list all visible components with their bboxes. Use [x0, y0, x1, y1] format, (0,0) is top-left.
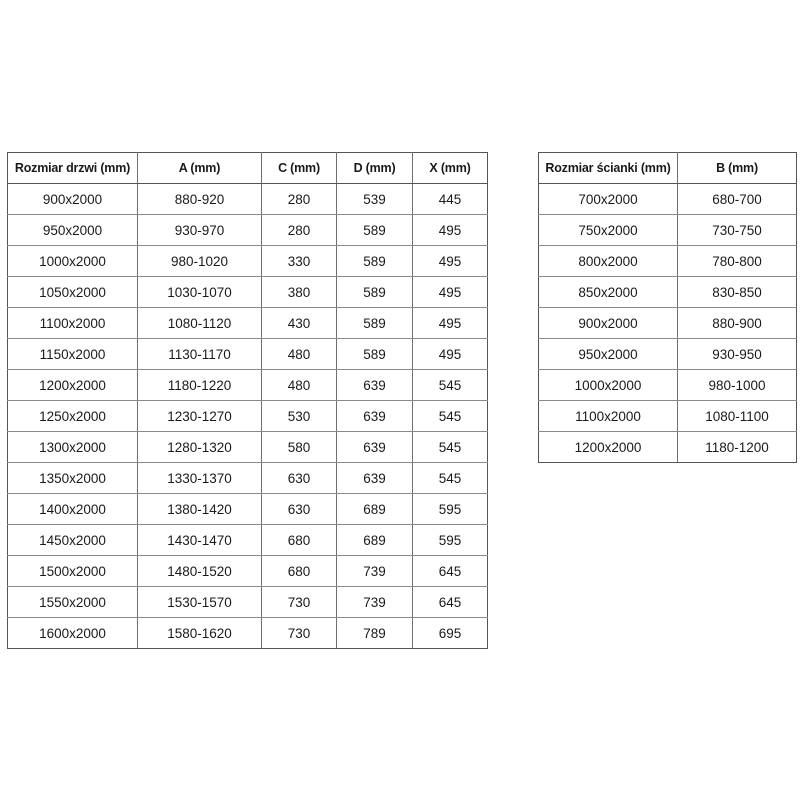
table-cell: 700x2000	[539, 184, 678, 215]
table-cell: 280	[262, 184, 337, 215]
table-cell: 1200x2000	[8, 370, 138, 401]
table-cell: 645	[413, 556, 488, 587]
table-cell: 630	[262, 494, 337, 525]
wall-table-header-row	[539, 153, 797, 184]
table-cell: 1100x2000	[8, 308, 138, 339]
table-cell: 495	[413, 339, 488, 370]
door-size-table	[7, 152, 488, 649]
table-cell: 480	[262, 370, 337, 401]
table-cell: 730-750	[678, 215, 797, 246]
table-cell: 1580-1620	[138, 618, 262, 649]
table-row	[8, 432, 488, 463]
table-row	[539, 277, 797, 308]
table-row	[539, 246, 797, 277]
table-cell: 1030-1070	[138, 277, 262, 308]
column-header: X (mm)	[413, 153, 488, 184]
table-row	[8, 525, 488, 556]
column-header: C (mm)	[262, 153, 337, 184]
table-cell: 1450x2000	[8, 525, 138, 556]
table-cell: 545	[413, 463, 488, 494]
table-cell: 380	[262, 277, 337, 308]
table-cell: 580	[262, 432, 337, 463]
table-row	[8, 246, 488, 277]
table-cell: 689	[337, 494, 413, 525]
table-cell: 950x2000	[8, 215, 138, 246]
table-cell: 539	[337, 184, 413, 215]
table-cell: 980-1020	[138, 246, 262, 277]
table-cell: 589	[337, 308, 413, 339]
table-cell: 595	[413, 525, 488, 556]
table-cell: 950x2000	[539, 339, 678, 370]
table-row	[539, 184, 797, 215]
table-cell: 680	[262, 556, 337, 587]
door-table-header-row	[8, 153, 488, 184]
table-cell: 639	[337, 463, 413, 494]
table-cell: 850x2000	[539, 277, 678, 308]
table-cell: 495	[413, 246, 488, 277]
table-cell: 330	[262, 246, 337, 277]
table-cell: 1500x2000	[8, 556, 138, 587]
table-row	[8, 277, 488, 308]
table-cell: 980-1000	[678, 370, 797, 401]
table-cell: 1000x2000	[8, 246, 138, 277]
table-cell: 1330-1370	[138, 463, 262, 494]
table-cell: 1380-1420	[138, 494, 262, 525]
table-cell: 495	[413, 277, 488, 308]
table-cell: 589	[337, 277, 413, 308]
table-cell: 680	[262, 525, 337, 556]
table-row	[8, 401, 488, 432]
table-cell: 1080-1100	[678, 401, 797, 432]
table-cell: 900x2000	[539, 308, 678, 339]
table-cell: 280	[262, 215, 337, 246]
table-cell: 1200x2000	[539, 432, 678, 463]
table-cell: 739	[337, 587, 413, 618]
wall-panel-size-table	[538, 152, 797, 463]
table-row	[539, 432, 797, 463]
table-row	[8, 618, 488, 649]
table-cell: 530	[262, 401, 337, 432]
table-row	[8, 494, 488, 525]
table-row	[539, 308, 797, 339]
table-cell: 695	[413, 618, 488, 649]
column-header: B (mm)	[678, 153, 797, 184]
table-cell: 639	[337, 432, 413, 463]
table-cell: 930-970	[138, 215, 262, 246]
table-cell: 900x2000	[8, 184, 138, 215]
table-cell: 630	[262, 463, 337, 494]
table-row	[539, 401, 797, 432]
table-cell: 1150x2000	[8, 339, 138, 370]
table-cell: 739	[337, 556, 413, 587]
table-cell: 1180-1200	[678, 432, 797, 463]
table-cell: 1280-1320	[138, 432, 262, 463]
table-cell: 445	[413, 184, 488, 215]
table-cell: 589	[337, 215, 413, 246]
table-cell: 1000x2000	[539, 370, 678, 401]
table-row	[8, 215, 488, 246]
table-cell: 589	[337, 339, 413, 370]
table-cell: 880-900	[678, 308, 797, 339]
table-cell: 800x2000	[539, 246, 678, 277]
table-cell: 1550x2000	[8, 587, 138, 618]
table-cell: 1530-1570	[138, 587, 262, 618]
table-cell: 1250x2000	[8, 401, 138, 432]
table-cell: 1350x2000	[8, 463, 138, 494]
table-cell: 1100x2000	[539, 401, 678, 432]
table-row	[8, 370, 488, 401]
table-cell: 639	[337, 401, 413, 432]
table-cell: 1080-1120	[138, 308, 262, 339]
table-cell: 430	[262, 308, 337, 339]
table-row	[539, 370, 797, 401]
table-cell: 780-800	[678, 246, 797, 277]
column-header: Rozmiar ścianki (mm)	[539, 153, 678, 184]
table-cell: 880-920	[138, 184, 262, 215]
column-header: D (mm)	[337, 153, 413, 184]
table-cell: 1300x2000	[8, 432, 138, 463]
table-cell: 545	[413, 432, 488, 463]
table-row	[8, 587, 488, 618]
table-cell: 645	[413, 587, 488, 618]
table-row	[8, 463, 488, 494]
table-cell: 1400x2000	[8, 494, 138, 525]
table-cell: 1130-1170	[138, 339, 262, 370]
table-cell: 1480-1520	[138, 556, 262, 587]
table-cell: 595	[413, 494, 488, 525]
column-header: A (mm)	[138, 153, 262, 184]
table-row	[8, 308, 488, 339]
table-row	[8, 184, 488, 215]
table-cell: 545	[413, 370, 488, 401]
table-row	[539, 215, 797, 246]
table-cell: 930-950	[678, 339, 797, 370]
table-cell: 1180-1220	[138, 370, 262, 401]
table-cell: 1600x2000	[8, 618, 138, 649]
table-cell: 680-700	[678, 184, 797, 215]
table-cell: 789	[337, 618, 413, 649]
table-row	[8, 339, 488, 370]
table-row	[539, 339, 797, 370]
table-cell: 830-850	[678, 277, 797, 308]
table-cell: 495	[413, 308, 488, 339]
table-cell: 480	[262, 339, 337, 370]
table-cell: 730	[262, 587, 337, 618]
table-cell: 589	[337, 246, 413, 277]
table-cell: 639	[337, 370, 413, 401]
table-cell: 730	[262, 618, 337, 649]
table-cell: 689	[337, 525, 413, 556]
table-cell: 1230-1270	[138, 401, 262, 432]
table-cell: 750x2000	[539, 215, 678, 246]
table-cell: 545	[413, 401, 488, 432]
table-cell: 1050x2000	[8, 277, 138, 308]
table-cell: 1430-1470	[138, 525, 262, 556]
table-cell: 495	[413, 215, 488, 246]
table-row	[8, 556, 488, 587]
column-header: Rozmiar drzwi (mm)	[8, 153, 138, 184]
